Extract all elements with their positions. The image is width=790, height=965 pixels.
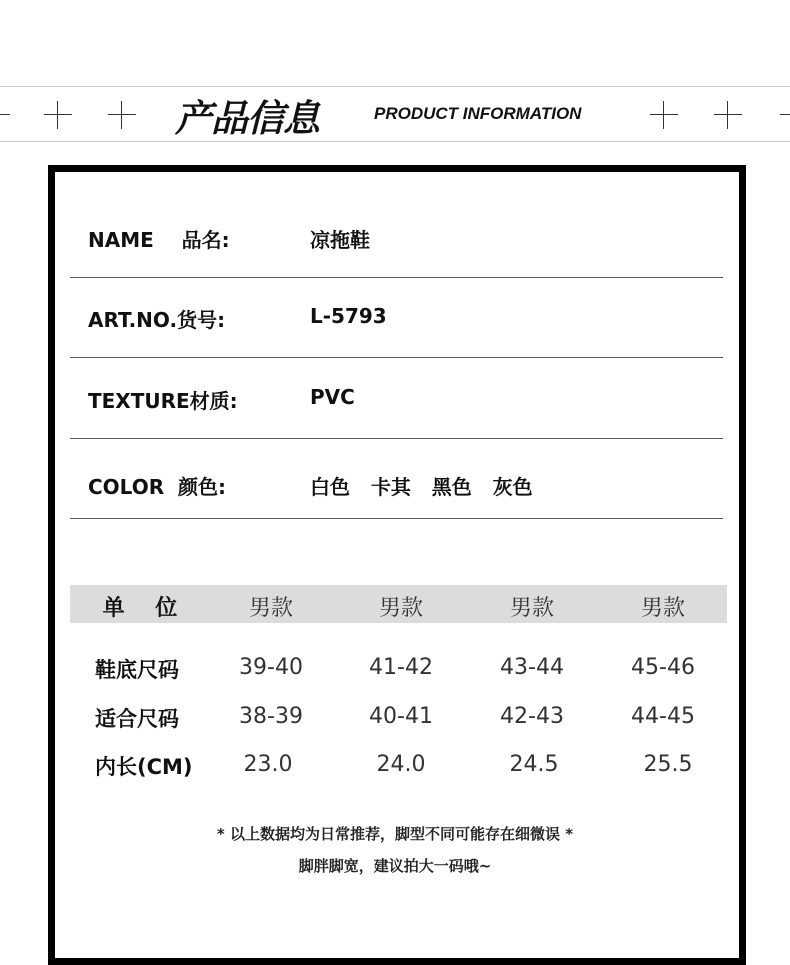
texture-label: TEXTURE材质:: [88, 389, 238, 413]
size-note: * 以上数据均为日常推荐，脚型不同可能存在细微误 *: [216, 825, 574, 843]
art-no-label: ART.NO.货号:: [88, 308, 226, 332]
row-label-fit: 适合尺码: [95, 707, 179, 731]
plus-icon: [108, 101, 136, 129]
table-cell: 41-42: [369, 655, 433, 680]
header-col: 男款: [248, 596, 293, 621]
header-top-rule: [0, 86, 790, 87]
name-label: NAME 品名:: [88, 228, 230, 252]
texture-value: PVC: [310, 385, 355, 409]
header-col: 男款: [509, 596, 554, 621]
color-value: 白色 卡其 黑色 灰色: [310, 475, 533, 499]
table-cell: 40-41: [369, 704, 433, 729]
header-bottom-rule: [0, 141, 790, 142]
row-label-sole: 鞋底尺码: [95, 658, 179, 682]
header-unit: 单 位: [102, 596, 178, 621]
name-value: 凉拖鞋: [310, 228, 370, 252]
title-chinese: 产品信息: [175, 97, 319, 140]
table-cell: 45-46: [631, 655, 695, 680]
dash-icon: [0, 114, 10, 115]
table-cell: 24.0: [376, 752, 426, 777]
plus-icon: [650, 101, 678, 129]
table-cell: 25.5: [643, 752, 693, 777]
table-cell: 23.0: [243, 752, 293, 777]
info-card: [48, 165, 746, 965]
header-col: 男款: [378, 596, 423, 621]
plus-icon: [714, 101, 742, 129]
divider: [70, 438, 723, 439]
table-cell: 24.5: [509, 752, 559, 777]
color-label: COLOR 颜色:: [88, 475, 227, 499]
divider: [70, 357, 723, 358]
header-col: 男款: [640, 596, 685, 621]
row-label-inner-length: 内长(CM): [95, 755, 193, 779]
table-cell: 44-45: [631, 704, 695, 729]
table-cell: 42-43: [500, 704, 564, 729]
divider: [70, 518, 723, 519]
dash-icon: [780, 114, 790, 115]
title-english: PRODUCT INFORMATION: [374, 104, 582, 123]
table-cell: 39-40: [239, 655, 303, 680]
divider: [70, 277, 723, 278]
table-cell: 43-44: [500, 655, 564, 680]
size-advice: 脚胖脚宽，建议拍大一码哦~: [298, 857, 492, 875]
plus-icon: [44, 101, 72, 129]
table-cell: 38-39: [239, 704, 303, 729]
art-no-value: L-5793: [310, 304, 387, 328]
